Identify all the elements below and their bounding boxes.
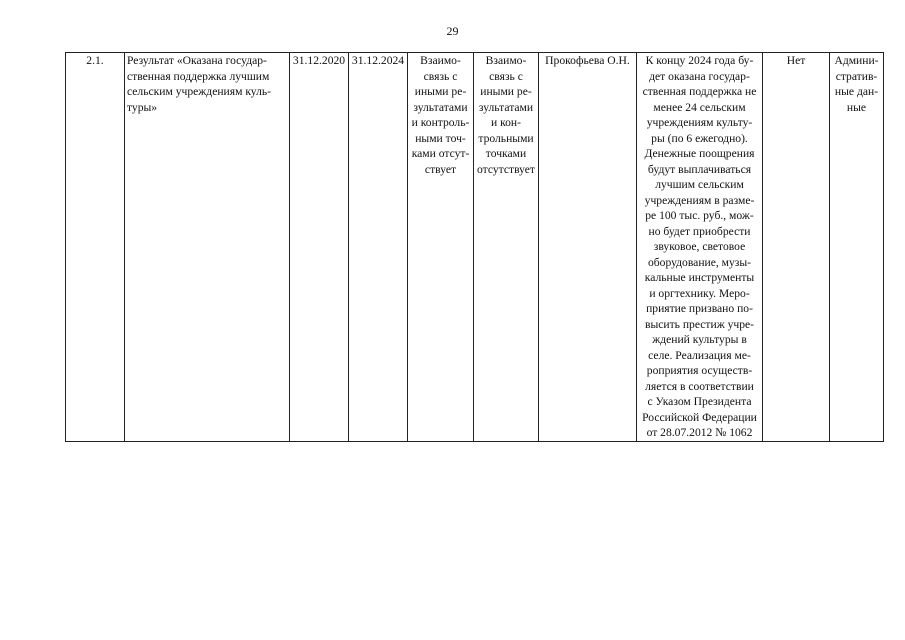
source-cell <box>830 53 884 442</box>
responsible-name: Прокофьева О.Н. <box>545 54 630 67</box>
description-text: К концу 2024 года бу- дет оказана государ- ственная поддержка не менее 24 сельским учреждениям культу- ры (по 6 ежегодно). Денежные поощрения будут выплачиваться лучшим сельским учреждениям в разме- ре 100 тыс. руб., мож- но будет приобрести звуковое, световое оборудование, музы- кальные инструменты и оргтехнику. Меро- приятие призвано по- высить престиж учре- ждений культуры в селе. Реализация ме- роприятия осуществ- ляется в соответствии с Указом Президента Российской Федерации от 28.07.2012 № 1062 <box>642 54 757 439</box>
source-text: Админи- стратив- ные дан- ные <box>834 54 879 114</box>
end-date-cell <box>349 53 408 442</box>
row-number-cell <box>66 53 125 442</box>
interrelation-text-2: Взаимо- связь с иными ре- зультатами и кон- трольными точками отсутствует <box>477 54 535 176</box>
interrelation-text-1: Взаимо- связь с иными ре- зультатами и контроль- ными точ- ками отсут- ствует <box>411 54 470 176</box>
flag-value: Нет <box>786 54 806 67</box>
result-text: Результат «Оказана государ- ственная поддержка лучшим сельским учреждениям куль- туры» <box>127 54 272 114</box>
end-date: 31.12.2024 <box>351 54 405 67</box>
results-table <box>65 52 884 442</box>
start-date-cell <box>290 53 349 442</box>
flag-cell <box>763 53 830 442</box>
interrelation-cell-2 <box>474 53 539 442</box>
result-cell <box>125 53 290 442</box>
table-row <box>66 53 884 442</box>
interrelation-cell-1 <box>408 53 474 442</box>
page-number: 29 <box>446 24 459 38</box>
description-cell <box>637 53 763 442</box>
responsible-cell <box>539 53 637 442</box>
start-date: 31.12.2020 <box>292 54 346 67</box>
row-number: 2.1. <box>86 54 104 67</box>
